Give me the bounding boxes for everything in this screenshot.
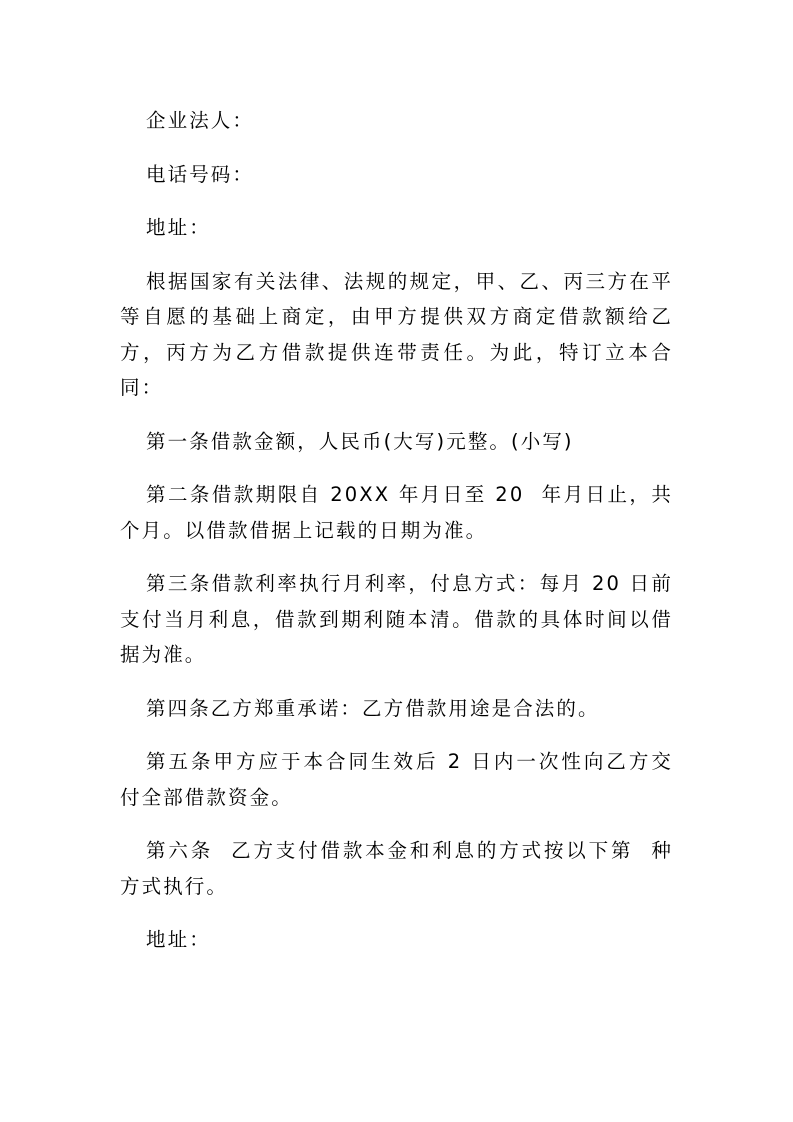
address-line-2: 地址： <box>146 928 211 951</box>
article-3-interest-rate: 第三条借款利率执行月利率，付息方式：每月 20 日前支付当月利息，借款到期利随本清。借款的具体时间以借据为准。 <box>120 572 673 666</box>
article-1-loan-amount: 第一条借款金额，人民币(大写)元整。(小写) <box>146 429 574 453</box>
address-line: 地址： <box>146 216 211 239</box>
article-5-fund-delivery: 第五条甲方应于本合同生效后 2 日内一次性向乙方交付全部借款资金。 <box>120 750 673 809</box>
article-2-loan-term: 第二条借款期限自 20XX 年月日至 20 年月日止，共个月。以借款借据上记载的日期为准。 <box>120 483 673 542</box>
legal-representative-line: 企业法人： <box>146 109 255 132</box>
article-4-borrower-promise: 第四条乙方郑重承诺：乙方借款用途是合法的。 <box>146 696 600 720</box>
article-6-repayment-method: 第六条 乙方支付借款本金和利息的方式按以下第 种方式执行。 <box>120 839 673 898</box>
preamble-paragraph: 根据国家有关法律、法规的规定，甲、乙、丙三方在平等自愿的基础上商定，由甲方提供双方商定借款额给乙方，丙方为乙方借款提供连带责任。为此，特订立本合同： <box>120 269 673 399</box>
contract-body <box>120 103 673 958</box>
phone-number-line: 电话号码： <box>146 162 255 186</box>
